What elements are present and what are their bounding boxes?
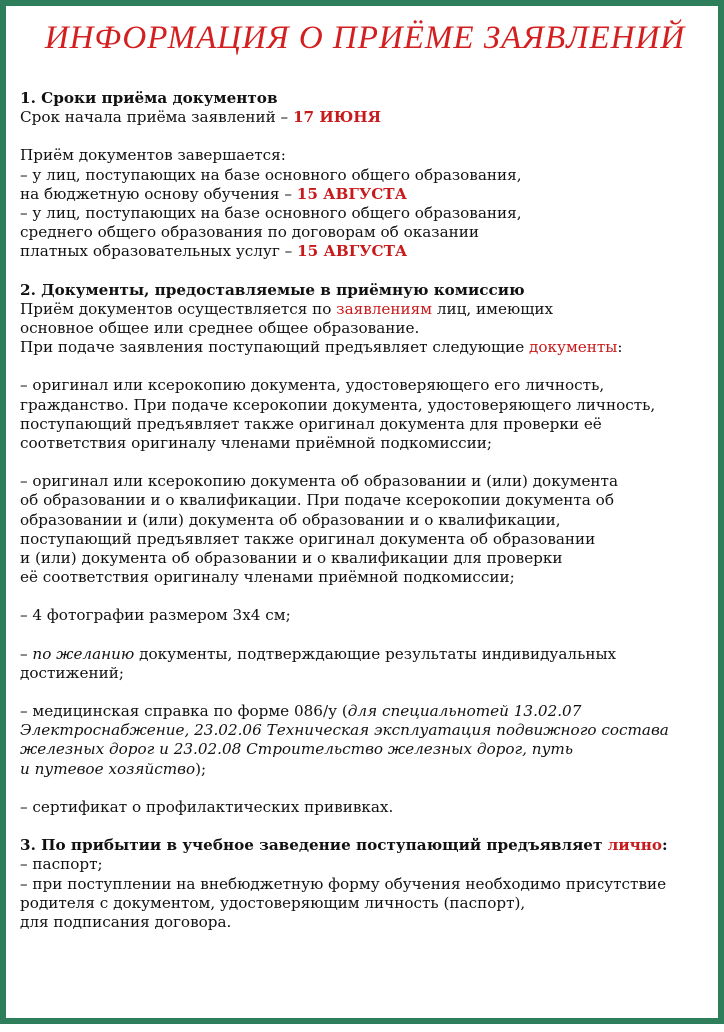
budget-line-1: – у лиц, поступающих на базе основного общего образования, <box>20 165 522 184</box>
start-date-line <box>20 108 710 127</box>
list-item-line: достижений; <box>20 663 124 682</box>
list-item-identity <box>20 376 710 453</box>
page-title: ИНФОРМАЦИЯ О ПРИЁМЕ ЗАЯВЛЕНИЙ <box>44 20 686 56</box>
start-date-value: 17 ИЮНЯ <box>292 108 382 127</box>
list-item-parent-line-1: – при поступлении на внебюджетную форму обучения необходимо присутствие <box>20 874 667 893</box>
list-item-achievements <box>20 645 710 683</box>
section-deadlines <box>20 89 710 262</box>
documents-word: документы <box>529 338 618 357</box>
budget-line-2 <box>20 185 710 204</box>
intro-text-b: лиц, имеющих <box>436 299 554 318</box>
section-3-heading <box>20 836 710 855</box>
section-3-colon: : <box>662 836 668 855</box>
start-date-text: Срок начала приёма заявлений – <box>20 108 289 127</box>
list-item-line: об образовании и о квалификации. При подаче ксерокопии документа об <box>20 491 614 510</box>
list-item-photos: – 4 фотографии размером 3х4 см; <box>20 606 291 625</box>
medical-close: ); <box>195 759 207 778</box>
list-item-line: поступающий предъявляет также оригинал документа об образовании <box>20 529 596 548</box>
specialties-text-end: и путевое хозяйство <box>20 759 196 778</box>
list-item-line: её соответствия оригиналу членами приёмной подкомиссии; <box>20 568 515 587</box>
list-item-line: железных дорог и 23.02.08 Строительство железных дорог, путь <box>20 740 574 759</box>
intro-line-2: основное общее или среднее общее образование. <box>20 319 420 338</box>
budget-deadline: 15 АВГУСТА <box>296 184 407 203</box>
optional-word: по желанию <box>32 644 135 663</box>
list-item-parent-line-3: для подписания договора. <box>20 912 232 931</box>
list-item-line: и (или) документа об образовании и о квалификации для проверки <box>20 549 563 568</box>
list-item-line: поступающий предъявляет также оригинал документа для проверки её <box>20 414 602 433</box>
paid-line-3 <box>20 242 710 261</box>
intro-text-a: Приём документов осуществляется по <box>20 299 332 318</box>
paid-line-2: среднего общего образования по договорам об оказании <box>20 223 479 242</box>
list-item-parent-line-2: родителя с документом, удостоверяющим личность (паспорт), <box>20 893 526 912</box>
paid-deadline: 15 АВГУСТА <box>297 242 408 261</box>
specialties-text: для специальнотей 13.02.07 <box>347 702 582 721</box>
list-item-line: Электроснабжение, 23.02.06 Техническая эксплуатация подвижного состава <box>20 721 669 740</box>
intro-line-1 <box>20 300 710 319</box>
section-documents <box>20 281 710 817</box>
section-3-heading-text: 3. По прибытии в учебное заведение поступающий предъявляет <box>20 836 603 855</box>
budget-text: на бюджетную основу обучения – <box>20 184 292 203</box>
intro-text-c: При подаче заявления поступающий предъявляет следующие <box>20 338 525 357</box>
list-item-education <box>20 472 710 587</box>
list-item-line: образовании и (или) документа об образовании и о квалификации, <box>20 510 561 529</box>
medical-text: – медицинская справка по форме 086/у ( <box>20 702 348 721</box>
section-2-heading: 2. Документы, предоставляемые в приёмную комиссию <box>20 280 525 299</box>
list-item-line: – оригинал или ксерокопию документа об образовании и (или) документа <box>20 472 619 491</box>
section-1-heading: 1. Сроки приёма документов <box>20 89 278 107</box>
list-item-line <box>20 645 710 664</box>
in-person-word: лично <box>607 836 663 855</box>
list-item-passport: – паспорт; <box>20 855 103 874</box>
intro-line-3 <box>20 338 710 357</box>
paid-text: платных образовательных услуг – <box>20 242 293 261</box>
end-intro: Приём документов завершается: <box>20 146 286 165</box>
list-item-vaccination: – сертификат о профилактических прививках. <box>20 797 394 816</box>
section-arrival <box>20 836 710 932</box>
document-page <box>6 20 718 1032</box>
list-item-medical <box>20 702 710 779</box>
list-item-line: гражданство. При подаче ксерокопии документа, удостоверяющего личность, <box>20 395 656 414</box>
intro-colon: : <box>617 338 623 357</box>
applications-word: заявлениям <box>336 299 433 318</box>
list-item-line: – оригинал или ксерокопию документа, удостоверяющего его личность, <box>20 376 605 395</box>
achievements-text: документы, подтверждающие результаты индивидуальных <box>134 644 617 663</box>
list-item-line <box>20 702 710 721</box>
list-item-line: соответствия оригиналу членами приёмной подкомиссии; <box>20 434 492 453</box>
paid-line-1: – у лиц, поступающих на базе основного общего образования, <box>20 204 522 223</box>
dash: – <box>20 644 33 663</box>
list-item-line <box>20 760 710 779</box>
